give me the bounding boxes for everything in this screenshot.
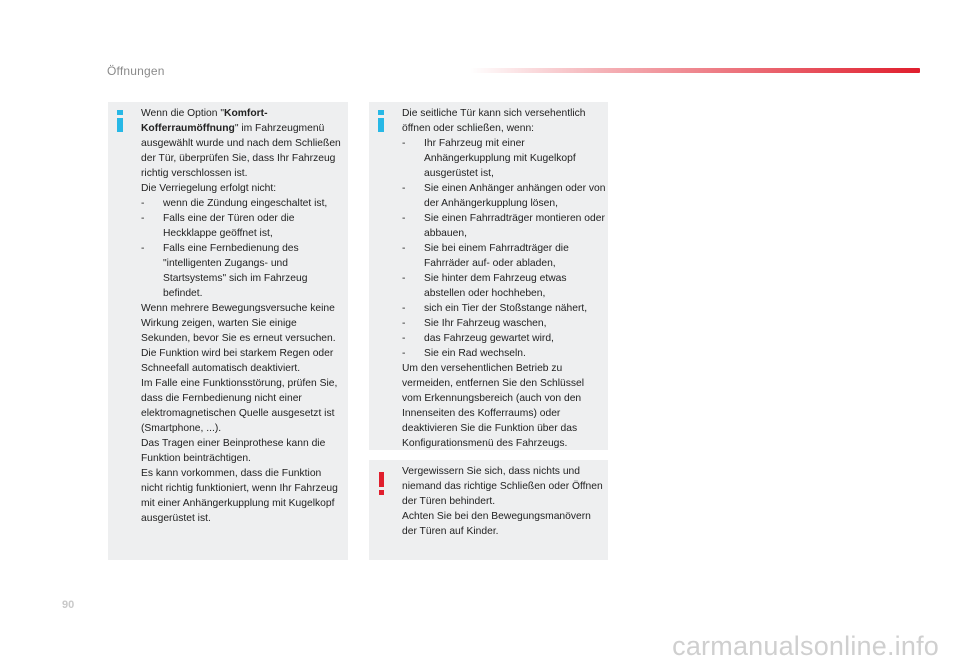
info-box-text (141, 106, 345, 526)
section-title: Öffnungen (107, 64, 165, 78)
list-item: - Sie einen Anhänger anhängen oder von der Anhängerkupplung lösen, (402, 183, 606, 209)
paragraph: Vergewissern Sie sich, dass nichts und niemand das richtige Schließen oder Öffnen der Türen behindert. (402, 466, 603, 507)
page-number: 90 (62, 599, 75, 611)
info-box-comfort-tailgate (108, 102, 348, 560)
warning-box-text (402, 464, 606, 539)
paragraph: Im Falle eine Funktionsstörung, prüfen Sie, dass die Fernbedienung nicht einer elektromagnetischen Quelle ausgesetzt ist (Smartphone, ...). (141, 378, 338, 434)
paragraph: Um den versehentlichen Betrieb zu vermeiden, entfernen Sie den Schlüssel vom Erkennungsbereich (auch von den Innenseiten des Kofferraums) oder deaktivieren Sie die Funktion über das Konfigurationsmenü des Fahrzeugs. (402, 363, 585, 449)
list-item: - das Fahrzeug gewartet wird, (402, 333, 554, 344)
option-name: Komfort-Kofferraumöffnung (141, 108, 268, 134)
paragraph: Die Funktion wird bei starkem Regen oder Schneefall automatisch deaktiviert. (141, 348, 334, 374)
info-box-side-door (369, 102, 608, 450)
paragraph: Das Tragen einer Beinprothese kann die Funktion beinträchtigen. (141, 438, 326, 464)
info-box-text (402, 106, 606, 451)
paragraph: Wenn mehrere Bewegungsversuche keine Wirkung zeigen, warten Sie einige Sekunden, bevor Sie es erneut versuchen. (141, 303, 336, 344)
list-item: - Falls eine Fernbedienung des "intelligenten Zugangs- und Startsystems" sich im Fahrzeug befindet. (141, 243, 308, 299)
info-icon (117, 110, 125, 130)
condition-heading: Die Verriegelung erfolgt nicht: (141, 183, 277, 194)
warning-icon (377, 472, 387, 494)
intro-paragraph: Wenn die Option "Komfort-Kofferraumöffnung" im Fahrzeugmenü ausgewählt wurde und nach dem Schließen der Tür, überprüfen Sie, dass Ihr Fahrzeug richtig verschlossen ist. (141, 108, 341, 179)
list-item: - Sie ein Rad wechseln. (402, 348, 526, 359)
list-item: - Falls eine der Türen oder die Heckklappe geöffnet ist, (141, 213, 295, 239)
list-item: - Ihr Fahrzeug mit einer Anhängerkupplung mit Kugelkopf ausgerüstet ist, (402, 138, 576, 179)
info-icon (378, 110, 386, 130)
warning-box (369, 460, 608, 560)
watermark: carmanualsonline.info (672, 631, 939, 661)
list-item: - Sie bei einem Fahrradträger die Fahrräder auf- oder abladen, (402, 243, 569, 269)
paragraph: Es kann vorkommen, dass die Funktion nicht richtig funktioniert, wenn Ihr Fahrzeug mit einer Anhängerkupplung mit Kugelkopf ausgerüstet ist. (141, 468, 338, 524)
list-item: - wenn die Zündung eingeschaltet ist, (141, 198, 328, 209)
list-item: - sich ein Tier der Stoßstange nähert, (402, 303, 588, 314)
list-item: - Sie Ihr Fahrzeug waschen, (402, 318, 547, 329)
intro-paragraph: Die seitliche Tür kann sich versehentlich öffnen oder schließen, wenn: (402, 108, 586, 134)
header-accent-line (470, 68, 920, 73)
list-item: - Sie einen Fahrradträger montieren oder abbauen, (402, 213, 605, 239)
paragraph: Achten Sie bei den Bewegungsmanövern der Türen auf Kinder. (402, 511, 591, 537)
list-item: - Sie hinter dem Fahrzeug etwas abstellen oder hochheben, (402, 273, 567, 299)
